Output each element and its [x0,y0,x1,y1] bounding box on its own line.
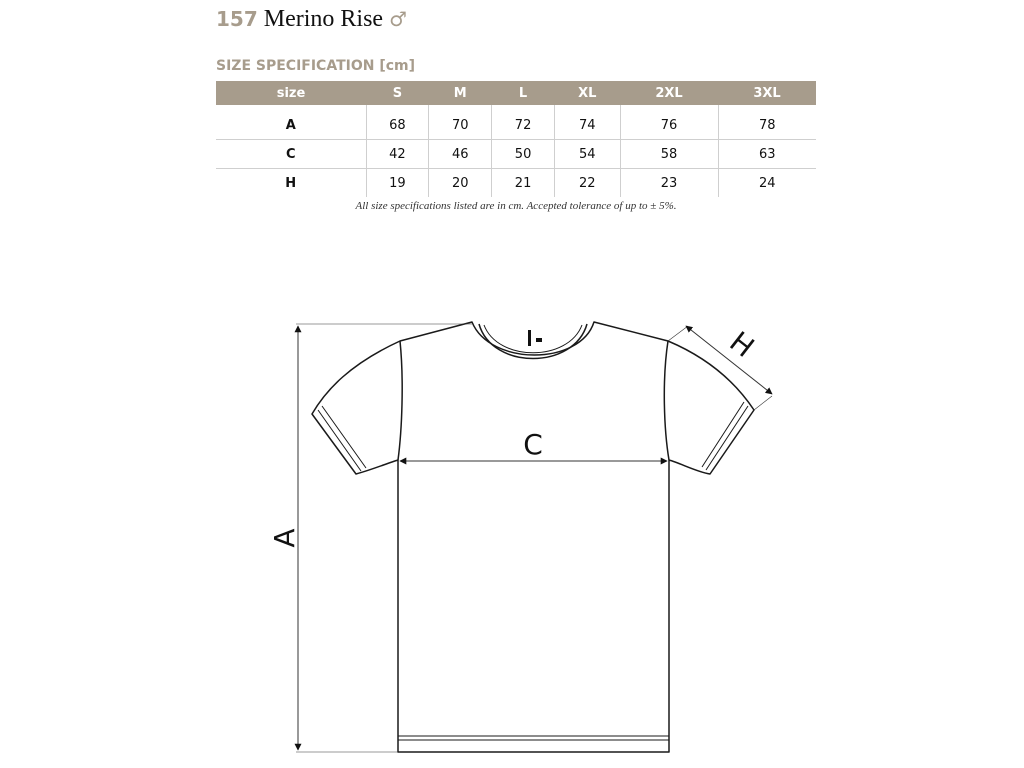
table-cell: 63 [718,140,816,169]
male-icon: ♂ [389,7,408,31]
table-cell: 21 [492,169,555,198]
tshirt-outline [312,322,754,752]
brand-tag [528,330,542,346]
row-label-a: A [216,105,366,140]
table-cell: 68 [366,105,429,140]
table-cell: 78 [718,105,816,140]
table-cell: 50 [492,140,555,169]
table-cell: 54 [554,140,620,169]
size-col-s: S [366,81,429,105]
armhole-right [664,341,669,460]
collar-band [479,324,587,359]
tolerance-note: All size specifications listed are in cm. Accepted tolerance of up to ± 5%. [355,200,677,212]
tshirt-body [312,322,754,752]
tag-mark [528,330,531,346]
table-cell: 46 [429,140,492,169]
model-name: Merino Rise [263,6,384,32]
table-cell: 72 [492,105,555,140]
table-cell: 58 [620,140,718,169]
cuff-right [706,406,748,470]
sleeve-label: H [723,325,761,364]
table-cell: 20 [429,169,492,198]
table-cell: 70 [429,105,492,140]
armhole-left [398,341,402,460]
table-cell: 22 [554,169,620,198]
size-col-m: M [429,81,492,105]
table-cell: 76 [620,105,718,140]
table-cell: 42 [366,140,429,169]
sleeve-extension-bottom [754,396,772,410]
length-dimension [296,324,472,752]
size-col-3xl: 3XL [718,81,816,105]
length-label: A [268,528,301,548]
size-tag [536,338,542,342]
size-header-label: size [216,81,366,105]
model-number: 157 [216,7,258,31]
size-spec-heading: SIZE SPECIFICATION [cm] [216,58,416,74]
size-col-l: L [492,81,555,105]
size-col-2xl: 2XL [620,81,718,105]
table-cell: 23 [620,169,718,198]
size-col-xl: XL [554,81,620,105]
table-cell: 19 [366,169,429,198]
table-cell: 24 [718,169,816,198]
table-cell: 74 [554,105,620,140]
row-label-c: C [216,140,366,169]
chest-label: C [523,428,543,461]
cuff-left [318,410,361,471]
row-label-h: H [285,175,297,191]
sleeve-extension-top [668,326,688,341]
